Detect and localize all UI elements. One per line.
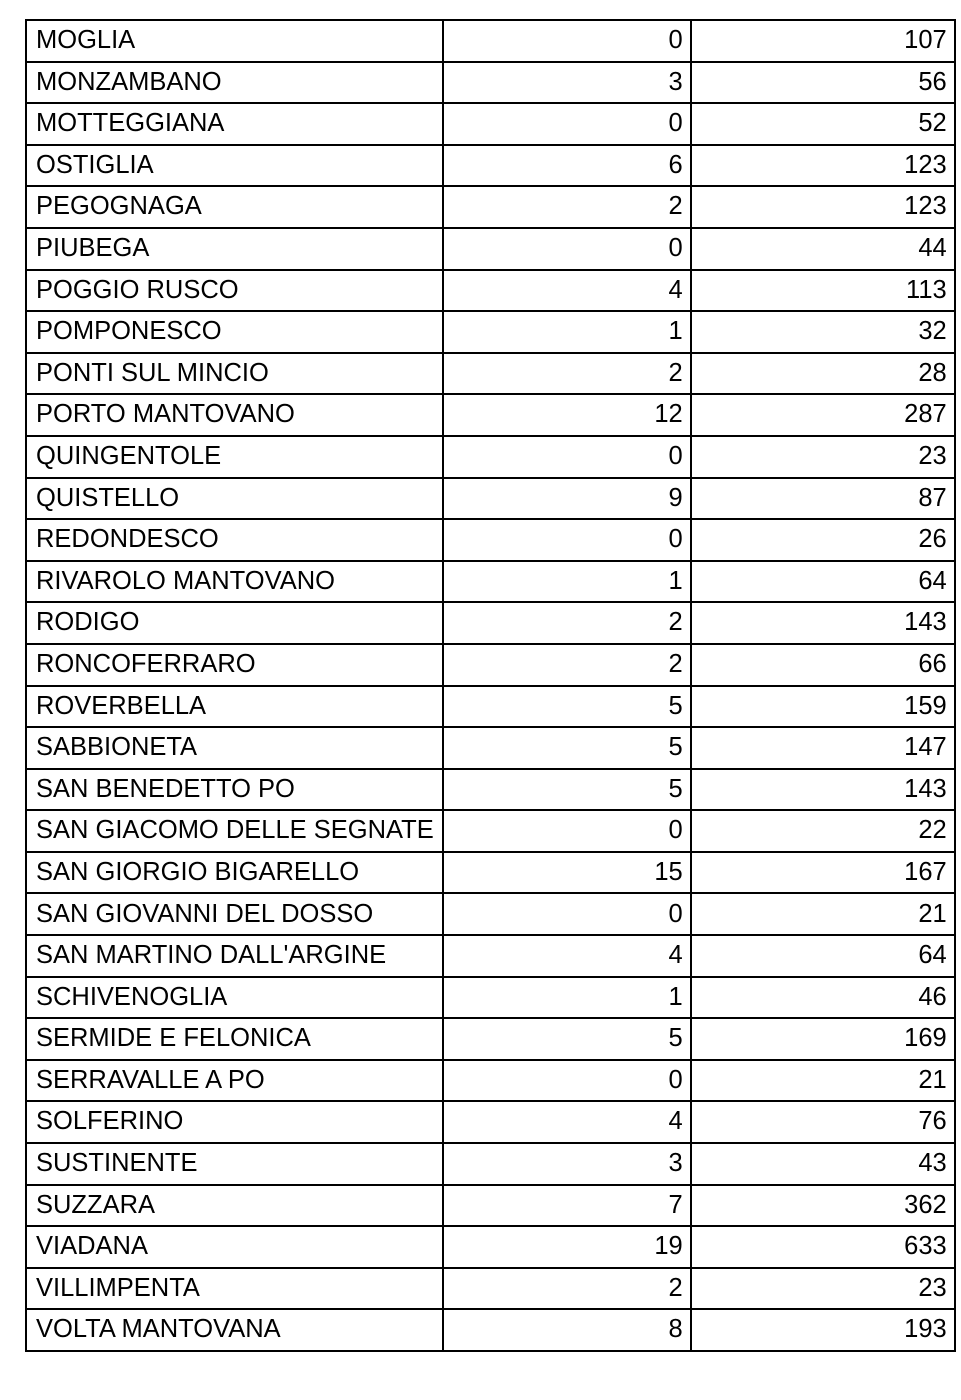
- total-cell: 143: [691, 769, 955, 811]
- count-cell: 0: [443, 20, 691, 62]
- table-row: [26, 977, 955, 1019]
- table-row: [26, 893, 955, 935]
- table-row: [26, 1018, 955, 1060]
- municipality-cell: SAN GIORGIO BIGARELLO: [26, 852, 443, 894]
- total-cell: 113: [691, 270, 955, 312]
- total-cell: 46: [691, 977, 955, 1019]
- total-cell: 64: [691, 561, 955, 603]
- municipality-cell: SAN MARTINO DALL'ARGINE: [26, 935, 443, 977]
- count-cell: 5: [443, 769, 691, 811]
- total-cell: 56: [691, 62, 955, 104]
- total-cell: 147: [691, 727, 955, 769]
- count-cell: 2: [443, 186, 691, 228]
- count-cell: 0: [443, 103, 691, 145]
- count-cell: 6: [443, 145, 691, 187]
- count-cell: 0: [443, 519, 691, 561]
- municipality-cell: POMPONESCO: [26, 311, 443, 353]
- total-cell: 23: [691, 436, 955, 478]
- municipality-cell: POGGIO RUSCO: [26, 270, 443, 312]
- total-cell: 107: [691, 20, 955, 62]
- municipality-cell: MONZAMBANO: [26, 62, 443, 104]
- count-cell: 0: [443, 436, 691, 478]
- municipality-cell: PONTI SUL MINCIO: [26, 353, 443, 395]
- total-cell: 22: [691, 810, 955, 852]
- table-row: [26, 519, 955, 561]
- table-row: [26, 602, 955, 644]
- table-row: [26, 935, 955, 977]
- table-row: [26, 478, 955, 520]
- count-cell: 1: [443, 561, 691, 603]
- municipality-cell: SUSTINENTE: [26, 1143, 443, 1185]
- count-cell: 5: [443, 727, 691, 769]
- total-cell: 193: [691, 1309, 955, 1351]
- municipality-cell: SCHIVENOGLIA: [26, 977, 443, 1019]
- total-cell: 143: [691, 602, 955, 644]
- municipality-cell: ROVERBELLA: [26, 686, 443, 728]
- count-cell: 12: [443, 394, 691, 436]
- table-row: [26, 1268, 955, 1310]
- municipality-cell: PIUBEGA: [26, 228, 443, 270]
- total-cell: 64: [691, 935, 955, 977]
- total-cell: 44: [691, 228, 955, 270]
- table-row: [26, 1185, 955, 1227]
- table-row: [26, 561, 955, 603]
- total-cell: 66: [691, 644, 955, 686]
- count-cell: 2: [443, 644, 691, 686]
- count-cell: 2: [443, 353, 691, 395]
- total-cell: 123: [691, 186, 955, 228]
- municipality-cell: MOGLIA: [26, 20, 443, 62]
- municipality-cell: VIADANA: [26, 1226, 443, 1268]
- table-row: [26, 644, 955, 686]
- municipality-cell: MOTTEGGIANA: [26, 103, 443, 145]
- total-cell: 87: [691, 478, 955, 520]
- total-cell: 21: [691, 1060, 955, 1102]
- table-row: [26, 686, 955, 728]
- table-row: [26, 311, 955, 353]
- municipality-cell: SUZZARA: [26, 1185, 443, 1227]
- municipality-cell: SAN GIOVANNI DEL DOSSO: [26, 893, 443, 935]
- total-cell: 52: [691, 103, 955, 145]
- count-cell: 5: [443, 686, 691, 728]
- table-row: [26, 62, 955, 104]
- count-cell: 19: [443, 1226, 691, 1268]
- municipality-cell: VILLIMPENTA: [26, 1268, 443, 1310]
- municipality-cell: SAN BENEDETTO PO: [26, 769, 443, 811]
- total-cell: 159: [691, 686, 955, 728]
- count-cell: 1: [443, 977, 691, 1019]
- municipality-cell: RODIGO: [26, 602, 443, 644]
- total-cell: 26: [691, 519, 955, 561]
- total-cell: 633: [691, 1226, 955, 1268]
- total-cell: 28: [691, 353, 955, 395]
- municipality-cell: RIVAROLO MANTOVANO: [26, 561, 443, 603]
- count-cell: 15: [443, 852, 691, 894]
- count-cell: 1: [443, 311, 691, 353]
- table-row: [26, 1101, 955, 1143]
- table-row: [26, 769, 955, 811]
- table-row: [26, 394, 955, 436]
- municipality-cell: VOLTA MANTOVANA: [26, 1309, 443, 1351]
- count-cell: 0: [443, 1060, 691, 1102]
- table-row: [26, 810, 955, 852]
- municipality-cell: OSTIGLIA: [26, 145, 443, 187]
- count-cell: 5: [443, 1018, 691, 1060]
- table-row: [26, 353, 955, 395]
- table-row: [26, 103, 955, 145]
- municipality-cell: RONCOFERRARO: [26, 644, 443, 686]
- count-cell: 4: [443, 935, 691, 977]
- total-cell: 123: [691, 145, 955, 187]
- municipality-cell: SAN GIACOMO DELLE SEGNATE: [26, 810, 443, 852]
- municipality-cell: QUISTELLO: [26, 478, 443, 520]
- table-row: [26, 852, 955, 894]
- table-row: [26, 228, 955, 270]
- count-cell: 8: [443, 1309, 691, 1351]
- table-row: [26, 1060, 955, 1102]
- table-row: [26, 145, 955, 187]
- table-row: [26, 1143, 955, 1185]
- municipality-cell: SERMIDE E FELONICA: [26, 1018, 443, 1060]
- total-cell: 362: [691, 1185, 955, 1227]
- count-cell: 0: [443, 228, 691, 270]
- count-cell: 9: [443, 478, 691, 520]
- total-cell: 76: [691, 1101, 955, 1143]
- table-row: [26, 20, 955, 62]
- municipality-cell: SABBIONETA: [26, 727, 443, 769]
- count-cell: 3: [443, 1143, 691, 1185]
- count-cell: 2: [443, 602, 691, 644]
- count-cell: 0: [443, 893, 691, 935]
- count-cell: 4: [443, 270, 691, 312]
- total-cell: 23: [691, 1268, 955, 1310]
- count-cell: 4: [443, 1101, 691, 1143]
- data-table: [25, 19, 956, 1352]
- municipality-cell: SERRAVALLE A PO: [26, 1060, 443, 1102]
- total-cell: 287: [691, 394, 955, 436]
- municipality-cell: REDONDESCO: [26, 519, 443, 561]
- table-row: [26, 270, 955, 312]
- count-cell: 0: [443, 810, 691, 852]
- municipality-cell: PORTO MANTOVANO: [26, 394, 443, 436]
- total-cell: 169: [691, 1018, 955, 1060]
- total-cell: 43: [691, 1143, 955, 1185]
- count-cell: 3: [443, 62, 691, 104]
- municipality-cell: QUINGENTOLE: [26, 436, 443, 478]
- table-row: [26, 186, 955, 228]
- total-cell: 21: [691, 893, 955, 935]
- total-cell: 32: [691, 311, 955, 353]
- municipality-cell: PEGOGNAGA: [26, 186, 443, 228]
- table-row: [26, 727, 955, 769]
- count-cell: 2: [443, 1268, 691, 1310]
- table-row: [26, 1309, 955, 1351]
- table-row: [26, 1226, 955, 1268]
- municipality-cell: SOLFERINO: [26, 1101, 443, 1143]
- count-cell: 7: [443, 1185, 691, 1227]
- table-body: [26, 20, 955, 1351]
- total-cell: 167: [691, 852, 955, 894]
- table-row: [26, 436, 955, 478]
